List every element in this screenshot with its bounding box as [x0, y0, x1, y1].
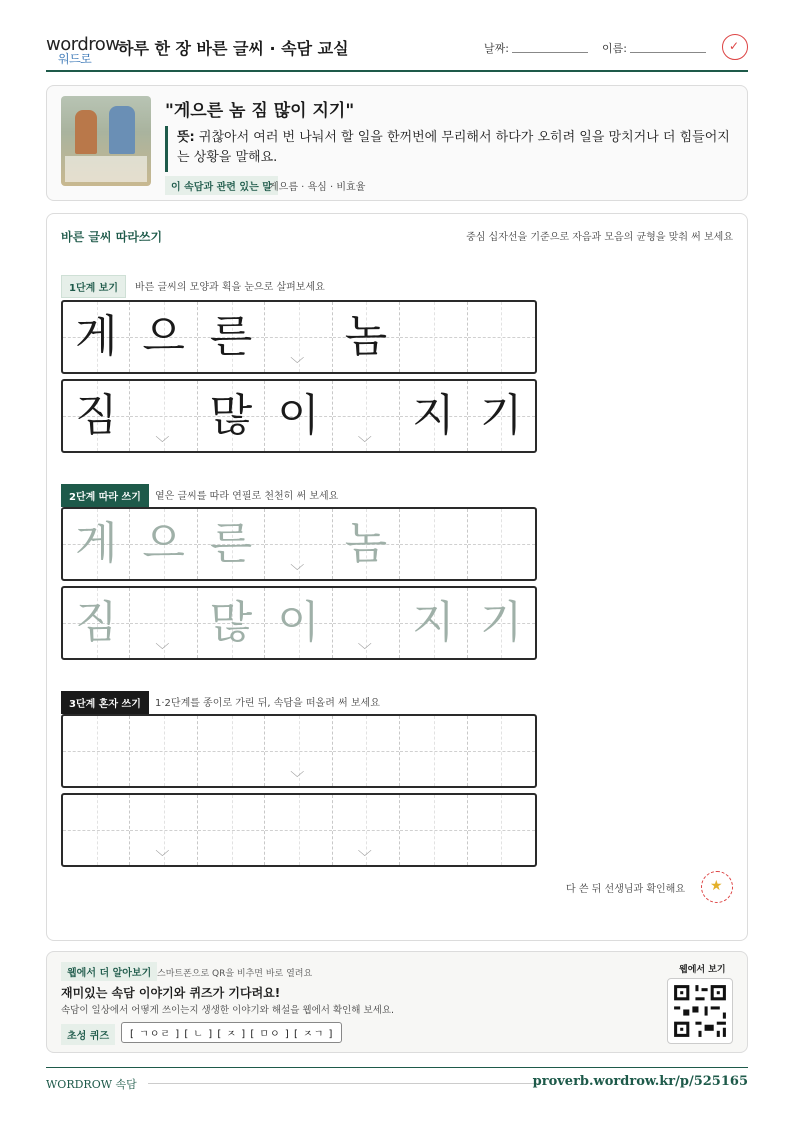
grid-cell[interactable]	[63, 588, 130, 658]
grid-cell	[468, 381, 535, 451]
grid-cell	[265, 381, 332, 451]
grid-cell	[333, 302, 400, 372]
grid-char: 이	[277, 597, 320, 648]
grid-cell[interactable]	[333, 509, 400, 579]
grid-cell[interactable]	[400, 588, 467, 658]
grid-cell[interactable]	[265, 795, 332, 865]
grid-cell[interactable]	[63, 509, 130, 579]
related-tag: 이 속담과 관련 있는 말	[165, 176, 278, 195]
grid-cell	[400, 381, 467, 451]
qr-code[interactable]	[667, 978, 733, 1044]
grid-row	[61, 300, 537, 374]
grid-cell	[468, 302, 535, 372]
grid-cell[interactable]	[468, 795, 535, 865]
proverb-card	[46, 85, 748, 201]
step2-desc: 옅은 글씨를 따라 연필로 천천히 써 보세요	[155, 491, 339, 502]
grid-char: 이	[277, 390, 320, 441]
check-badge-icon: ✓	[722, 34, 748, 60]
grid-char: 기	[480, 390, 523, 441]
grid-cell	[265, 302, 332, 372]
grid-cell[interactable]	[468, 716, 535, 786]
step3-desc: 1·2단계를 종이로 가린 뒤, 속담을 떠올려 써 보세요	[155, 698, 380, 709]
grid-cell	[400, 302, 467, 372]
meaning-label: 뜻:	[177, 130, 195, 145]
grid-char: 짐	[74, 597, 118, 648]
grid-cell[interactable]	[198, 795, 265, 865]
space-mark-icon: ﹀	[155, 643, 170, 659]
teacher-note: 다 쓴 뒤 선생님과 확인해요	[566, 884, 685, 895]
grid-cell	[63, 302, 130, 372]
grid-row[interactable]	[61, 793, 537, 867]
name-label: 이름:	[602, 42, 627, 55]
grid-cell[interactable]	[265, 588, 332, 658]
space-mark-icon: ﹀	[357, 436, 372, 452]
grid-char: 놈	[344, 518, 388, 569]
meaning-accent-bar	[165, 126, 168, 172]
grid-char: 으	[142, 311, 185, 362]
grid-cell	[198, 302, 265, 372]
grid-char: 짐	[74, 390, 118, 441]
grid-row	[61, 379, 537, 453]
space-mark-icon: ﹀	[290, 564, 305, 580]
star-stamp-icon: ★	[701, 871, 733, 903]
name-field[interactable]	[630, 52, 706, 53]
grid-cell[interactable]	[468, 509, 535, 579]
grid-cell[interactable]	[468, 588, 535, 658]
grid-row[interactable]	[61, 507, 537, 581]
grid-cell[interactable]	[198, 716, 265, 786]
grid-cell[interactable]	[333, 716, 400, 786]
page-header	[46, 30, 748, 72]
grid-cell[interactable]	[63, 716, 130, 786]
step1-tag: 1단계 보기	[61, 275, 126, 298]
grid-char: 게	[74, 311, 118, 362]
date-field[interactable]	[512, 52, 588, 53]
grid-cell[interactable]	[130, 716, 197, 786]
grid-char: 놈	[344, 311, 388, 362]
step2-tag: 2단계 따라 쓰기	[61, 484, 149, 507]
grid-cell	[198, 381, 265, 451]
grid-cell[interactable]	[130, 509, 197, 579]
chosung-quiz: [ ㄱㅇㄹ ] [ ㄴ ] [ ㅈ ] [ ㅁㅇ ] [ ㅈㄱ ]	[121, 1022, 342, 1043]
grid-row[interactable]	[61, 714, 537, 788]
qr-code-icon	[668, 979, 732, 1043]
grid-cell	[333, 381, 400, 451]
practice-title: 바른 글씨 따라쓰기	[61, 230, 163, 244]
grid-cell	[63, 381, 130, 451]
grid-cell[interactable]	[130, 588, 197, 658]
meaning-text: 귀찮아서 여러 번 나눠서 할 일을 한꺼번에 무리해서 하다가 오히려 일을 망치거나 더 힘들어지는 상황을 말해요.	[177, 130, 730, 165]
footer-rule	[46, 1067, 748, 1068]
grid-cell[interactable]	[130, 795, 197, 865]
grid-cell[interactable]	[63, 795, 130, 865]
space-mark-icon: ﹀	[290, 357, 305, 373]
grid-char: 많	[209, 390, 253, 441]
logo-text: wordrow	[46, 34, 120, 55]
step3-tag: 3단계 혼자 쓰기	[61, 691, 149, 714]
page-title: 하루 한 장 바른 글씨 · 속담 교실	[118, 39, 349, 58]
space-mark-icon: ﹀	[155, 850, 170, 866]
grid-char: 으	[142, 518, 185, 569]
space-mark-icon: ﹀	[290, 771, 305, 787]
grid-char: 지	[412, 390, 455, 441]
space-mark-icon: ﹀	[155, 436, 170, 452]
web-title: 재미있는 속담 이야기와 퀴즈가 기다려요!	[61, 986, 281, 1000]
grid-cell[interactable]	[400, 716, 467, 786]
related-words: 게으름 · 욕심 · 비효율	[269, 182, 366, 193]
grid-cell	[130, 381, 197, 451]
proverb-meaning	[177, 128, 737, 168]
web-hint: 스마트폰으로 QR을 비추면 바로 열려요	[157, 969, 313, 979]
grid-char: 게	[74, 518, 118, 569]
wordrow-logo	[46, 34, 120, 66]
web-card	[46, 951, 748, 1053]
proverb-text: "게으른 놈 짐 많이 지기"	[165, 101, 355, 121]
footer-divider	[148, 1083, 538, 1084]
grid-char: 른	[209, 311, 253, 362]
qr-label: 웹에서 보기	[679, 965, 726, 975]
grid-char: 많	[209, 597, 253, 648]
grid-cell[interactable]	[400, 795, 467, 865]
step1-desc: 바른 글씨의 모양과 획을 눈으로 살펴보세요	[135, 282, 325, 293]
grid-char: 기	[480, 597, 523, 648]
grid-cell	[130, 302, 197, 372]
grid-cell[interactable]	[265, 509, 332, 579]
grid-cell[interactable]	[400, 509, 467, 579]
proverb-illustration	[61, 96, 151, 186]
practice-section	[46, 213, 748, 941]
space-mark-icon: ﹀	[357, 643, 372, 659]
grid-row[interactable]	[61, 586, 537, 660]
grid-cell[interactable]	[265, 716, 332, 786]
footer-brand: WORDROW 속담	[46, 1078, 137, 1091]
space-mark-icon: ﹀	[357, 850, 372, 866]
grid-char: 른	[209, 518, 253, 569]
grid-cell[interactable]	[198, 588, 265, 658]
grid-cell[interactable]	[333, 795, 400, 865]
quiz-tag: 초성 퀴즈	[61, 1024, 115, 1045]
date-label: 날짜:	[484, 42, 509, 55]
web-tag: 웹에서 더 알아보기	[61, 962, 157, 981]
practice-hint: 중심 십자선을 기준으로 자음과 모음의 균형을 맞춰 써 보세요	[466, 232, 733, 243]
footer-url[interactable]: proverb.wordrow.kr/p/525165	[532, 1074, 748, 1089]
grid-cell[interactable]	[333, 588, 400, 658]
grid-cell[interactable]	[198, 509, 265, 579]
web-desc: 속담이 일상에서 어떻게 쓰이는지 생생한 이야기와 해설을 웹에서 확인해 보세요.	[61, 1005, 395, 1016]
logo-sub: 워드로	[58, 52, 92, 66]
grid-char: 지	[412, 597, 455, 648]
